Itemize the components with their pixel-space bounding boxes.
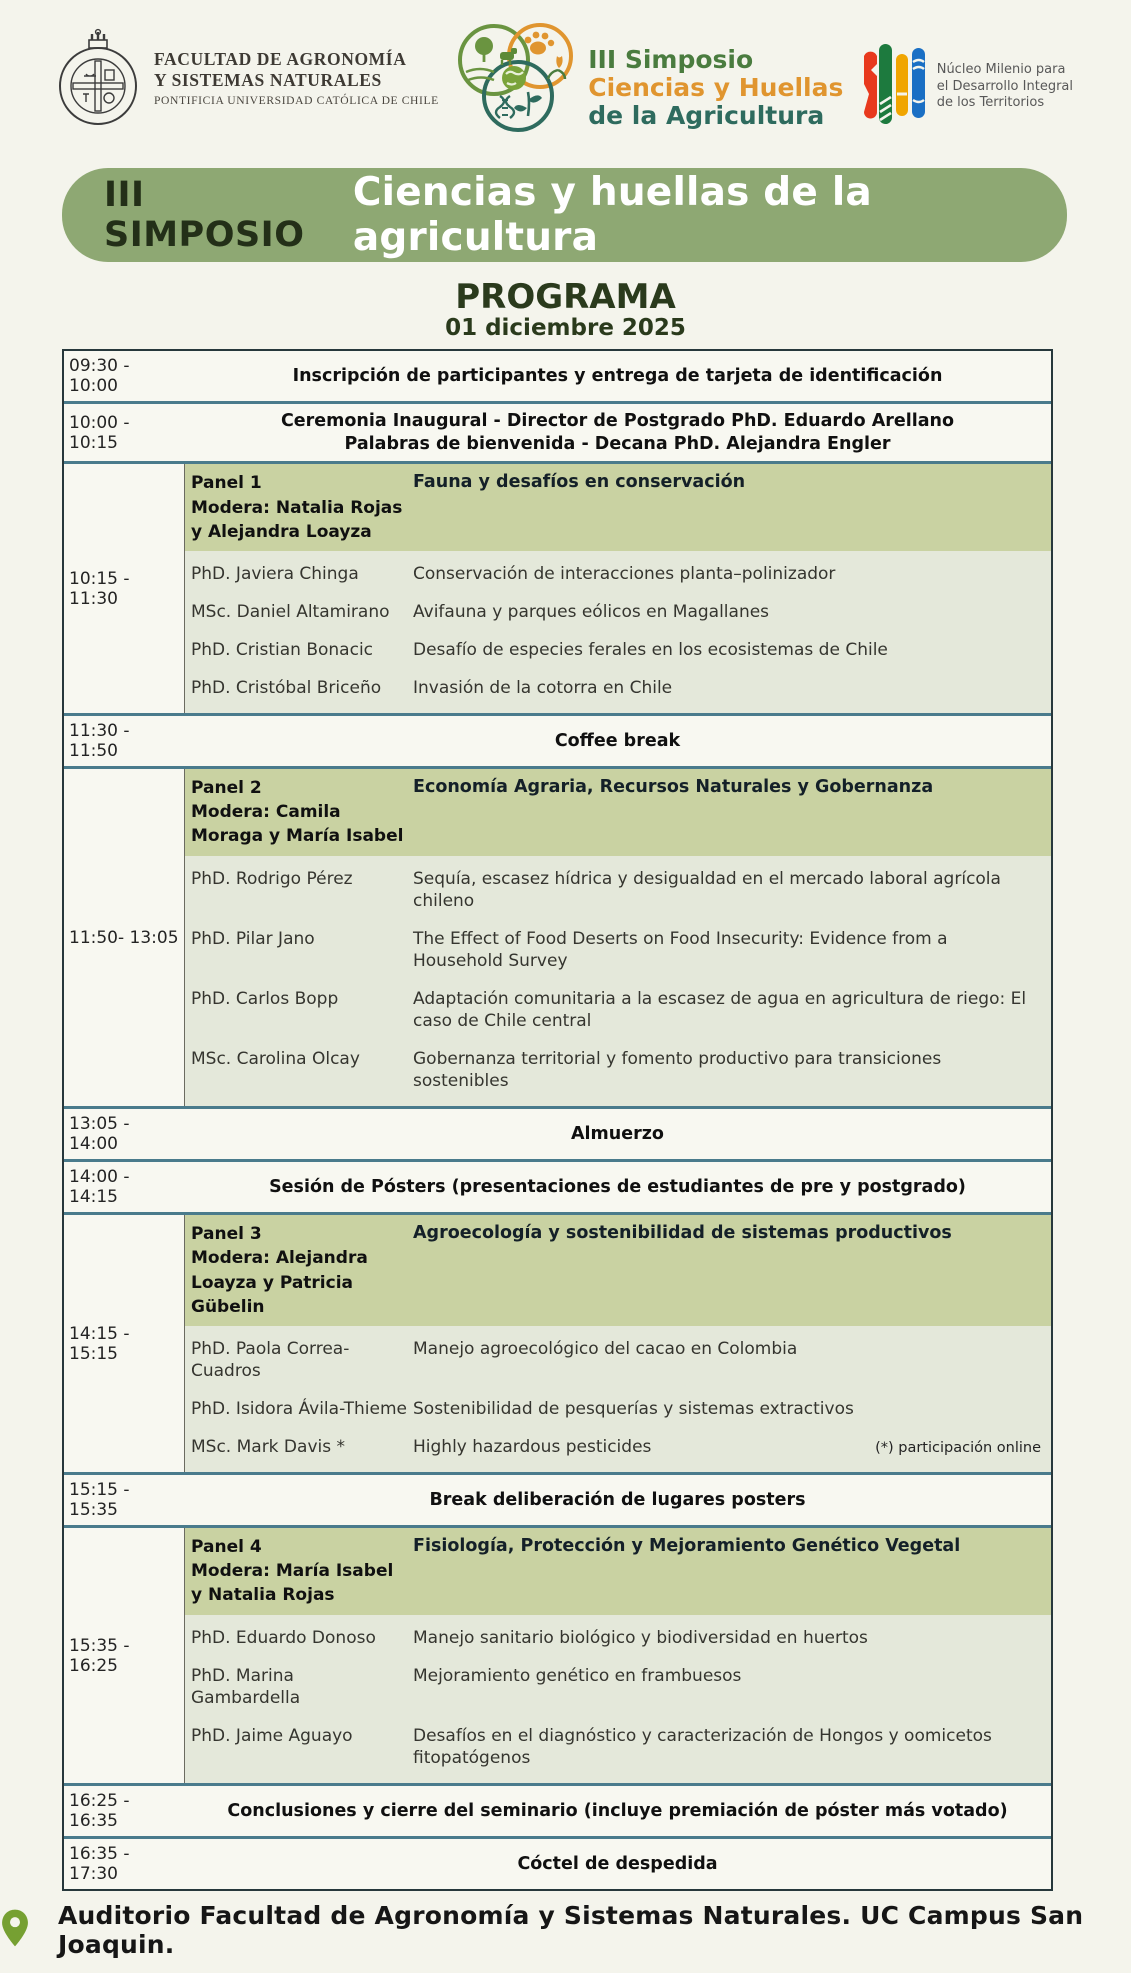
talk-row (185, 1619, 1051, 1657)
panel-info (191, 1535, 413, 1607)
panel-topic: Agroecología y sostenibilidad de sistemas productivos (413, 1223, 952, 1244)
schedule-row-panel-4 (64, 1525, 1051, 1783)
talk-speaker: PhD. Cristian Bonacic (191, 640, 374, 661)
talk-row (185, 1717, 1051, 1777)
talk-row (185, 593, 1051, 631)
schedule-table (62, 349, 1053, 1891)
talk-speaker: PhD. Marina Gambardella (191, 1665, 301, 1708)
symposium-line-2: Ciencias y Huellas (588, 73, 844, 102)
talk-speaker: PhD. Carlos Bopp (191, 988, 339, 1009)
time-cell: 10:00 - 10:15 (64, 404, 184, 462)
talk-title: Invasión de la cotorra en Chile (413, 678, 673, 699)
schedule-row-ceremony (64, 401, 1051, 462)
time-cell: 13:05 - 14:00 (64, 1109, 184, 1159)
schedule-row-cocktail (64, 1836, 1051, 1889)
panel-info (191, 471, 413, 543)
talk-speaker: MSc. Daniel Altamirano (191, 601, 390, 622)
header (0, 0, 1131, 156)
symposium-logo (454, 20, 843, 142)
panel-header (185, 464, 1051, 550)
event-title: Almuerzo (184, 1109, 1051, 1159)
faculty-name (154, 49, 439, 107)
time-cell: 14:15 - 15:15 (64, 1215, 184, 1472)
symposium-line-1: III Simposio (588, 45, 754, 74)
panel-moderator: Modera: María Isabel y Natalia Rojas (191, 1561, 394, 1606)
talk-speaker: PhD. Javiera Chinga (191, 563, 359, 584)
nucleo-milenio-text (937, 62, 1073, 113)
panel-topic: Fauna y desafíos en conservación (413, 472, 746, 493)
time-cell: 09:30 - 10:00 (64, 351, 184, 401)
ceremony-line-1: Ceremonia Inaugural - Director de Postgrado PhD. Eduardo Arellano (280, 410, 955, 431)
panel-name: Panel 1 (191, 473, 262, 494)
panel-header (185, 1528, 1051, 1614)
talk-row (185, 1428, 1051, 1466)
banner-title: Ciencias y huellas de la agricultura (352, 170, 872, 260)
event-title: Inscripción de participantes y entrega de tarjeta de identificación (184, 351, 1051, 401)
university-seal-icon (56, 26, 140, 130)
talk-title: Desafíos en el diagnóstico y caracterización de Hongos y oomicetos fitopatógenos (413, 1725, 992, 1768)
event-title: Break deliberación de lugares posters (184, 1475, 1051, 1525)
time-cell: 15:15 - 15:35 (64, 1475, 184, 1525)
location-pin-icon (0, 1907, 30, 1953)
event-title: Sesión de Pósters (presentaciones de estudiantes de pre y postgrado) (184, 1162, 1051, 1212)
talk-title: Sostenibilidad de pesquerías y sistemas extractivos (413, 1399, 854, 1420)
panel-name: Panel 3 (191, 1224, 262, 1245)
panel-header (185, 769, 1051, 855)
symposium-line-3: de la Agricultura (588, 101, 825, 130)
panel-header (185, 1215, 1051, 1326)
talk-row (185, 920, 1051, 980)
schedule-row-conclusions (64, 1783, 1051, 1836)
faculty-line-1: FACULTAD DE AGRONOMÍA (154, 48, 407, 69)
talk-row (185, 1040, 1051, 1100)
talks-list (185, 1326, 1051, 1472)
time-cell: 10:15 - 11:30 (64, 464, 184, 713)
faculty-line-3: PONTIFICIA UNIVERSIDAD CATÓLICA DE CHILE (154, 93, 439, 107)
panel-body (184, 464, 1051, 713)
panel-moderator: Modera: Natalia Rojas y Alejandra Loayza (191, 497, 403, 542)
schedule-row-poster-break (64, 1472, 1051, 1525)
talk-speaker: PhD. Isidora Ávila-Thieme (191, 1399, 408, 1420)
schedule-row-panel-1 (64, 461, 1051, 713)
program-date: 01 diciembre 2025 (445, 314, 686, 341)
talk-speaker: PhD. Pilar Jano (191, 928, 315, 949)
talks-list (185, 551, 1051, 713)
online-participation-note: (*) participación online (875, 1440, 1041, 1457)
talk-row (185, 860, 1051, 920)
faculty-logo (56, 26, 439, 130)
panel-topic: Economía Agraria, Recursos Naturales y Gobernanza (413, 777, 934, 798)
talks-list (185, 1615, 1051, 1783)
event-title: Coffee break (184, 716, 1051, 766)
talk-speaker: PhD. Jaime Aguayo (191, 1725, 353, 1746)
event-title: Conclusiones y cierre del seminario (incluye premiación de póster más votado) (184, 1786, 1051, 1836)
panel-name: Panel 2 (191, 778, 262, 799)
panel-moderator: Modera: Alejandra Loayza y Patricia Gübelin (191, 1248, 368, 1317)
talk-row (185, 1390, 1051, 1428)
talk-title: Conservación de interacciones planta–polinizador (413, 563, 836, 584)
schedule-row-registration (64, 351, 1051, 401)
time-cell: 14:00 - 14:15 (64, 1162, 184, 1212)
venue-text: Auditorio Facultad de Agronomía y Sistemas Naturales. UC Campus San Joaquin. (58, 1901, 1084, 1960)
talk-row (185, 669, 1051, 707)
panel-body (184, 1528, 1051, 1783)
talk-title-with-note (413, 1436, 1041, 1458)
symposium-logo-icon (454, 20, 580, 142)
nucleo-milenio-logo (859, 42, 1073, 132)
time-cell: 15:35 - 16:25 (64, 1528, 184, 1783)
schedule-row-coffee-break (64, 713, 1051, 766)
talk-speaker: MSc. Mark Davis * (191, 1437, 345, 1458)
talk-title: Avifauna y parques eólicos en Magallanes (413, 601, 770, 622)
schedule-row-posters (64, 1159, 1051, 1212)
nucleo-line-2: el Desarrollo Integral (936, 78, 1073, 94)
symposium-logo-text (588, 46, 843, 130)
event-title (184, 404, 1051, 462)
faculty-line-2: Y SISTEMAS NATURALES (154, 69, 382, 90)
panel-body (184, 769, 1051, 1106)
talks-list (185, 856, 1051, 1107)
talk-title: Adaptación comunitaria a la escasez de agua en agricultura de riego: El caso de Chile central (413, 988, 1027, 1032)
banner-prefix: III SIMPOSIO (104, 175, 305, 255)
ceremony-line-2: Palabras de bienvenida - Decana PhD. Alejandra Engler (344, 433, 891, 454)
talk-speaker: PhD. Eduardo Donoso (191, 1627, 376, 1648)
time-cell: 16:25 - 16:35 (64, 1786, 184, 1836)
program-title: PROGRAMA (455, 277, 676, 317)
nucleo-line-1: Núcleo Milenio para (936, 61, 1066, 77)
panel-moderator: Modera: Camila Moraga y María Isabel (191, 802, 404, 847)
nucleo-milenio-icon (859, 42, 925, 132)
talk-title: Gobernanza territorial y fomento productivo para transiciones sostenibles (413, 1049, 942, 1092)
time-cell: 11:50- 13:05 (64, 769, 184, 1106)
talk-title: The Effect of Food Deserts on Food Insecurity: Evidence from a Household Survey (413, 928, 948, 971)
talk-row (185, 631, 1051, 669)
panel-info (191, 1222, 413, 1319)
talk-title: Mejoramiento genético en frambuesos (413, 1665, 742, 1686)
talk-row (185, 1330, 1051, 1390)
talk-speaker: PhD. Paola Correa-Cuadros (191, 1338, 350, 1381)
talk-row (185, 555, 1051, 593)
time-cell: 16:35 - 17:30 (64, 1839, 184, 1889)
event-title: Cóctel de despedida (184, 1839, 1051, 1889)
panel-body (184, 1215, 1051, 1472)
talk-title: Highly hazardous pesticides (413, 1437, 652, 1458)
talk-speaker: MSc. Carolina Olcay (191, 1049, 360, 1070)
panel-info (191, 776, 413, 848)
talk-speaker: PhD. Rodrigo Pérez (191, 868, 353, 889)
talk-title: Manejo agroecológico del cacao en Colombia (413, 1338, 798, 1359)
talk-title: Desafío de especies ferales en los ecosistemas de Chile (413, 640, 888, 661)
schedule-row-panel-2 (64, 766, 1051, 1106)
talk-title: Manejo sanitario biológico y biodiversidad en huertos (413, 1627, 868, 1648)
schedule-row-panel-3 (64, 1212, 1051, 1472)
footer (0, 1901, 1131, 1959)
title-banner (62, 168, 1067, 262)
talk-row (185, 980, 1051, 1040)
panel-name: Panel 4 (191, 1537, 262, 1558)
time-cell: 11:30 - 11:50 (64, 716, 184, 766)
talk-title: Sequía, escasez hídrica y desigualdad en el mercado laboral agrícola chileno (413, 868, 1001, 911)
panel-topic: Fisiología, Protección y Mejoramiento Genético Vegetal (413, 1536, 961, 1557)
nucleo-line-3: de los Territorios (936, 95, 1045, 111)
talk-row (185, 1657, 1051, 1717)
schedule-row-lunch (64, 1106, 1051, 1159)
talk-speaker: PhD. Cristóbal Briceño (191, 678, 382, 699)
